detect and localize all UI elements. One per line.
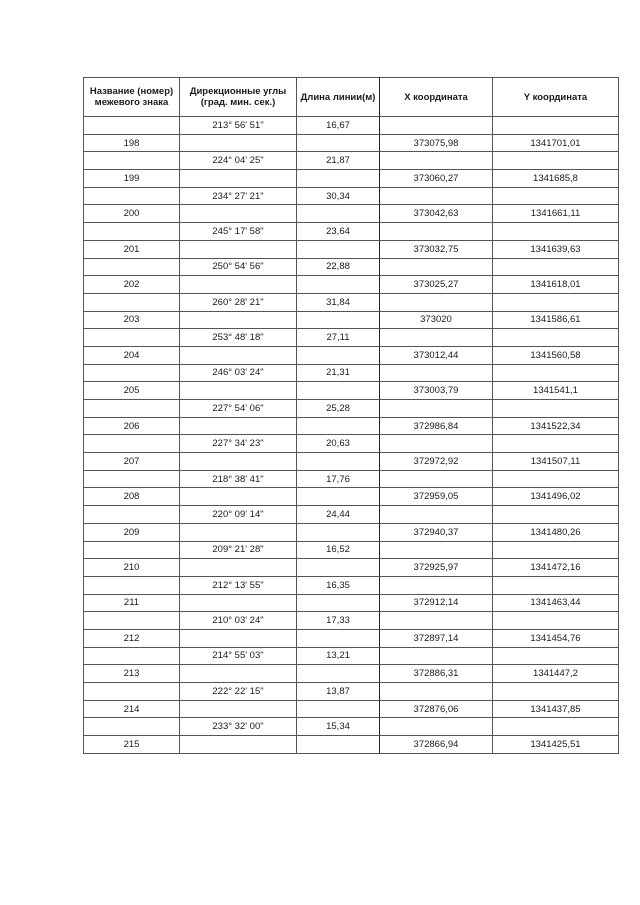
- table-row: [84, 258, 619, 276]
- mark-name-cell: 214: [84, 700, 180, 718]
- header-x-coordinate: X координата: [380, 78, 493, 117]
- table-row: [84, 700, 619, 718]
- mark-name-cell: 199: [84, 170, 180, 188]
- mark-name-cell: 202: [84, 276, 180, 294]
- line-length-cell: [297, 523, 380, 541]
- x-coordinate-cell: [380, 506, 493, 524]
- line-length-cell: 22,88: [297, 258, 380, 276]
- mark-name-cell: 211: [84, 594, 180, 612]
- x-coordinate-cell: 372886,31: [380, 665, 493, 683]
- y-coordinate-cell: 1341639,63: [493, 240, 619, 258]
- direction-angle-cell: [180, 594, 297, 612]
- x-coordinate-cell: 373042,63: [380, 205, 493, 223]
- mark-name-cell: 210: [84, 559, 180, 577]
- mark-name-cell: [84, 612, 180, 630]
- line-length-cell: [297, 276, 380, 294]
- line-length-cell: [297, 240, 380, 258]
- table-row: [84, 223, 619, 241]
- table-row: [84, 311, 619, 329]
- y-coordinate-cell: [493, 541, 619, 559]
- table-row: [84, 647, 619, 665]
- line-length-cell: [297, 629, 380, 647]
- direction-angle-cell: [180, 629, 297, 647]
- table-row: [84, 134, 619, 152]
- line-length-cell: [297, 453, 380, 471]
- line-length-cell: 21,31: [297, 364, 380, 382]
- line-length-cell: [297, 559, 380, 577]
- direction-angle-cell: 218° 38' 41": [180, 470, 297, 488]
- line-length-cell: [297, 488, 380, 506]
- table-row: [84, 117, 619, 135]
- y-coordinate-cell: 1341618,01: [493, 276, 619, 294]
- direction-angle-cell: [180, 665, 297, 683]
- mark-name-cell: [84, 718, 180, 736]
- table-row: [84, 736, 619, 754]
- x-coordinate-cell: [380, 435, 493, 453]
- x-coordinate-cell: [380, 470, 493, 488]
- table-row: [84, 453, 619, 471]
- mark-name-cell: [84, 329, 180, 347]
- table-row: [84, 329, 619, 347]
- y-coordinate-cell: [493, 400, 619, 418]
- direction-angle-cell: [180, 523, 297, 541]
- y-coordinate-cell: 1341522,34: [493, 417, 619, 435]
- x-coordinate-cell: [380, 647, 493, 665]
- y-coordinate-cell: [493, 223, 619, 241]
- line-length-cell: [297, 311, 380, 329]
- x-coordinate-cell: [380, 293, 493, 311]
- x-coordinate-cell: 372972,92: [380, 453, 493, 471]
- x-coordinate-cell: 373032,75: [380, 240, 493, 258]
- line-length-cell: [297, 346, 380, 364]
- x-coordinate-cell: 373075,98: [380, 134, 493, 152]
- y-coordinate-cell: [493, 364, 619, 382]
- direction-angle-cell: 227° 34' 23": [180, 435, 297, 453]
- line-length-cell: 13,87: [297, 683, 380, 701]
- x-coordinate-cell: 372925,97: [380, 559, 493, 577]
- x-coordinate-cell: [380, 683, 493, 701]
- x-coordinate-cell: [380, 258, 493, 276]
- line-length-cell: 25,28: [297, 400, 380, 418]
- direction-angle-cell: 253° 48' 18": [180, 329, 297, 347]
- x-coordinate-cell: [380, 400, 493, 418]
- y-coordinate-cell: [493, 718, 619, 736]
- x-coordinate-cell: [380, 187, 493, 205]
- x-coordinate-cell: 372897,14: [380, 629, 493, 647]
- direction-angle-cell: 210° 03' 24": [180, 612, 297, 630]
- mark-name-cell: 201: [84, 240, 180, 258]
- y-coordinate-cell: [493, 435, 619, 453]
- y-coordinate-cell: [493, 576, 619, 594]
- y-coordinate-cell: [493, 470, 619, 488]
- table-row: [84, 683, 619, 701]
- x-coordinate-cell: [380, 718, 493, 736]
- y-coordinate-cell: [493, 117, 619, 135]
- direction-angle-cell: [180, 170, 297, 188]
- mark-name-cell: 200: [84, 205, 180, 223]
- direction-angle-cell: [180, 205, 297, 223]
- direction-angle-cell: [180, 488, 297, 506]
- x-coordinate-cell: 373003,79: [380, 382, 493, 400]
- line-length-cell: [297, 736, 380, 754]
- direction-angle-cell: [180, 559, 297, 577]
- mark-name-cell: [84, 364, 180, 382]
- y-coordinate-cell: 1341701,01: [493, 134, 619, 152]
- x-coordinate-cell: 372959,05: [380, 488, 493, 506]
- y-coordinate-cell: [493, 187, 619, 205]
- line-length-cell: 15,34: [297, 718, 380, 736]
- mark-name-cell: [84, 576, 180, 594]
- table-row: [84, 276, 619, 294]
- boundary-marks-table-sheet: [83, 77, 613, 754]
- table-row: [84, 665, 619, 683]
- y-coordinate-cell: [493, 329, 619, 347]
- table-row: [84, 629, 619, 647]
- line-length-cell: 31,84: [297, 293, 380, 311]
- table-row: [84, 576, 619, 594]
- direction-angle-cell: 209° 21' 28": [180, 541, 297, 559]
- line-length-cell: [297, 594, 380, 612]
- direction-angle-cell: 213° 56' 51": [180, 117, 297, 135]
- x-coordinate-cell: 373020: [380, 311, 493, 329]
- mark-name-cell: 206: [84, 417, 180, 435]
- mark-name-cell: [84, 152, 180, 170]
- mark-name-cell: [84, 541, 180, 559]
- mark-name-cell: [84, 683, 180, 701]
- mark-name-cell: 207: [84, 453, 180, 471]
- y-coordinate-cell: 1341480,26: [493, 523, 619, 541]
- y-coordinate-cell: 1341586,61: [493, 311, 619, 329]
- line-length-cell: [297, 382, 380, 400]
- direction-angle-cell: 245° 17' 58": [180, 223, 297, 241]
- x-coordinate-cell: 372866,94: [380, 736, 493, 754]
- x-coordinate-cell: [380, 117, 493, 135]
- table-row: [84, 187, 619, 205]
- direction-angle-cell: [180, 700, 297, 718]
- y-coordinate-cell: 1341447,2: [493, 665, 619, 683]
- mark-name-cell: 213: [84, 665, 180, 683]
- y-coordinate-cell: [493, 647, 619, 665]
- mark-name-cell: 198: [84, 134, 180, 152]
- mark-name-cell: [84, 223, 180, 241]
- table-row: [84, 488, 619, 506]
- direction-angle-cell: [180, 736, 297, 754]
- line-length-cell: 23,64: [297, 223, 380, 241]
- table-row: [84, 205, 619, 223]
- direction-angle-cell: [180, 311, 297, 329]
- mark-name-cell: [84, 258, 180, 276]
- direction-angle-cell: [180, 276, 297, 294]
- header-direction-angles: Дирекционные углы (град. мин. сек.): [180, 78, 297, 117]
- y-coordinate-cell: 1341661,11: [493, 205, 619, 223]
- y-coordinate-cell: [493, 506, 619, 524]
- y-coordinate-cell: [493, 612, 619, 630]
- mark-name-cell: 209: [84, 523, 180, 541]
- direction-angle-cell: [180, 417, 297, 435]
- line-length-cell: 16,67: [297, 117, 380, 135]
- line-length-cell: 30,34: [297, 187, 380, 205]
- mark-name-cell: [84, 187, 180, 205]
- y-coordinate-cell: [493, 258, 619, 276]
- y-coordinate-cell: 1341560,58: [493, 346, 619, 364]
- x-coordinate-cell: 372876,06: [380, 700, 493, 718]
- x-coordinate-cell: [380, 364, 493, 382]
- table-row: [84, 541, 619, 559]
- direction-angle-cell: 260° 28' 21": [180, 293, 297, 311]
- table-row: [84, 170, 619, 188]
- mark-name-cell: 208: [84, 488, 180, 506]
- line-length-cell: 20,63: [297, 435, 380, 453]
- y-coordinate-cell: 1341463,44: [493, 594, 619, 612]
- table-row: [84, 506, 619, 524]
- direction-angle-cell: 233° 32' 00": [180, 718, 297, 736]
- line-length-cell: 16,52: [297, 541, 380, 559]
- table-row: [84, 293, 619, 311]
- mark-name-cell: [84, 470, 180, 488]
- line-length-cell: [297, 170, 380, 188]
- table-row: [84, 435, 619, 453]
- boundary-marks-table: [83, 77, 619, 754]
- table-body: [84, 117, 619, 754]
- direction-angle-cell: [180, 382, 297, 400]
- y-coordinate-cell: 1341454,76: [493, 629, 619, 647]
- table-row: [84, 594, 619, 612]
- y-coordinate-cell: 1341685,8: [493, 170, 619, 188]
- y-coordinate-cell: 1341507,11: [493, 453, 619, 471]
- mark-name-cell: 215: [84, 736, 180, 754]
- table-row: [84, 559, 619, 577]
- line-length-cell: 17,76: [297, 470, 380, 488]
- table-row: [84, 718, 619, 736]
- mark-name-cell: [84, 435, 180, 453]
- direction-angle-cell: 250° 54' 56": [180, 258, 297, 276]
- y-coordinate-cell: 1341437,85: [493, 700, 619, 718]
- y-coordinate-cell: 1341496,02: [493, 488, 619, 506]
- direction-angle-cell: 214° 55' 03": [180, 647, 297, 665]
- x-coordinate-cell: 373012,44: [380, 346, 493, 364]
- direction-angle-cell: [180, 346, 297, 364]
- line-length-cell: 13,21: [297, 647, 380, 665]
- header-mark-name: Название (номер) межевого знака: [84, 78, 180, 117]
- x-coordinate-cell: [380, 576, 493, 594]
- y-coordinate-cell: [493, 152, 619, 170]
- line-length-cell: 17,33: [297, 612, 380, 630]
- x-coordinate-cell: [380, 541, 493, 559]
- table-row: [84, 382, 619, 400]
- table-row: [84, 470, 619, 488]
- x-coordinate-cell: 372912,14: [380, 594, 493, 612]
- y-coordinate-cell: [493, 293, 619, 311]
- y-coordinate-cell: 1341425,51: [493, 736, 619, 754]
- direction-angle-cell: 224° 04' 25": [180, 152, 297, 170]
- direction-angle-cell: 227° 54' 06": [180, 400, 297, 418]
- direction-angle-cell: [180, 453, 297, 471]
- line-length-cell: [297, 700, 380, 718]
- mark-name-cell: [84, 117, 180, 135]
- mark-name-cell: 212: [84, 629, 180, 647]
- table-row: [84, 152, 619, 170]
- line-length-cell: [297, 205, 380, 223]
- direction-angle-cell: [180, 134, 297, 152]
- table-row: [84, 417, 619, 435]
- direction-angle-cell: 220° 09' 14": [180, 506, 297, 524]
- mark-name-cell: 205: [84, 382, 180, 400]
- x-coordinate-cell: [380, 329, 493, 347]
- mark-name-cell: 203: [84, 311, 180, 329]
- table-row: [84, 364, 619, 382]
- x-coordinate-cell: 372940,37: [380, 523, 493, 541]
- line-length-cell: 21,87: [297, 152, 380, 170]
- table-row: [84, 346, 619, 364]
- mark-name-cell: [84, 506, 180, 524]
- line-length-cell: [297, 134, 380, 152]
- x-coordinate-cell: [380, 152, 493, 170]
- mark-name-cell: [84, 400, 180, 418]
- table-header-row: [84, 78, 619, 117]
- y-coordinate-cell: 1341541,1: [493, 382, 619, 400]
- line-length-cell: [297, 665, 380, 683]
- line-length-cell: 16,35: [297, 576, 380, 594]
- table-row: [84, 612, 619, 630]
- line-length-cell: [297, 417, 380, 435]
- mark-name-cell: [84, 293, 180, 311]
- y-coordinate-cell: [493, 683, 619, 701]
- table-row: [84, 400, 619, 418]
- x-coordinate-cell: [380, 612, 493, 630]
- x-coordinate-cell: 373060,27: [380, 170, 493, 188]
- x-coordinate-cell: 372986,84: [380, 417, 493, 435]
- direction-angle-cell: 212° 13' 55": [180, 576, 297, 594]
- direction-angle-cell: 246° 03' 24": [180, 364, 297, 382]
- table-row: [84, 523, 619, 541]
- x-coordinate-cell: 373025,27: [380, 276, 493, 294]
- line-length-cell: 24,44: [297, 506, 380, 524]
- direction-angle-cell: 222° 22' 15": [180, 683, 297, 701]
- x-coordinate-cell: [380, 223, 493, 241]
- mark-name-cell: 204: [84, 346, 180, 364]
- direction-angle-cell: [180, 240, 297, 258]
- line-length-cell: 27,11: [297, 329, 380, 347]
- table-row: [84, 240, 619, 258]
- header-line-length: Длина линии(м): [297, 78, 380, 117]
- mark-name-cell: [84, 647, 180, 665]
- y-coordinate-cell: 1341472,16: [493, 559, 619, 577]
- direction-angle-cell: 234° 27' 21": [180, 187, 297, 205]
- header-y-coordinate: Y координата: [493, 78, 619, 117]
